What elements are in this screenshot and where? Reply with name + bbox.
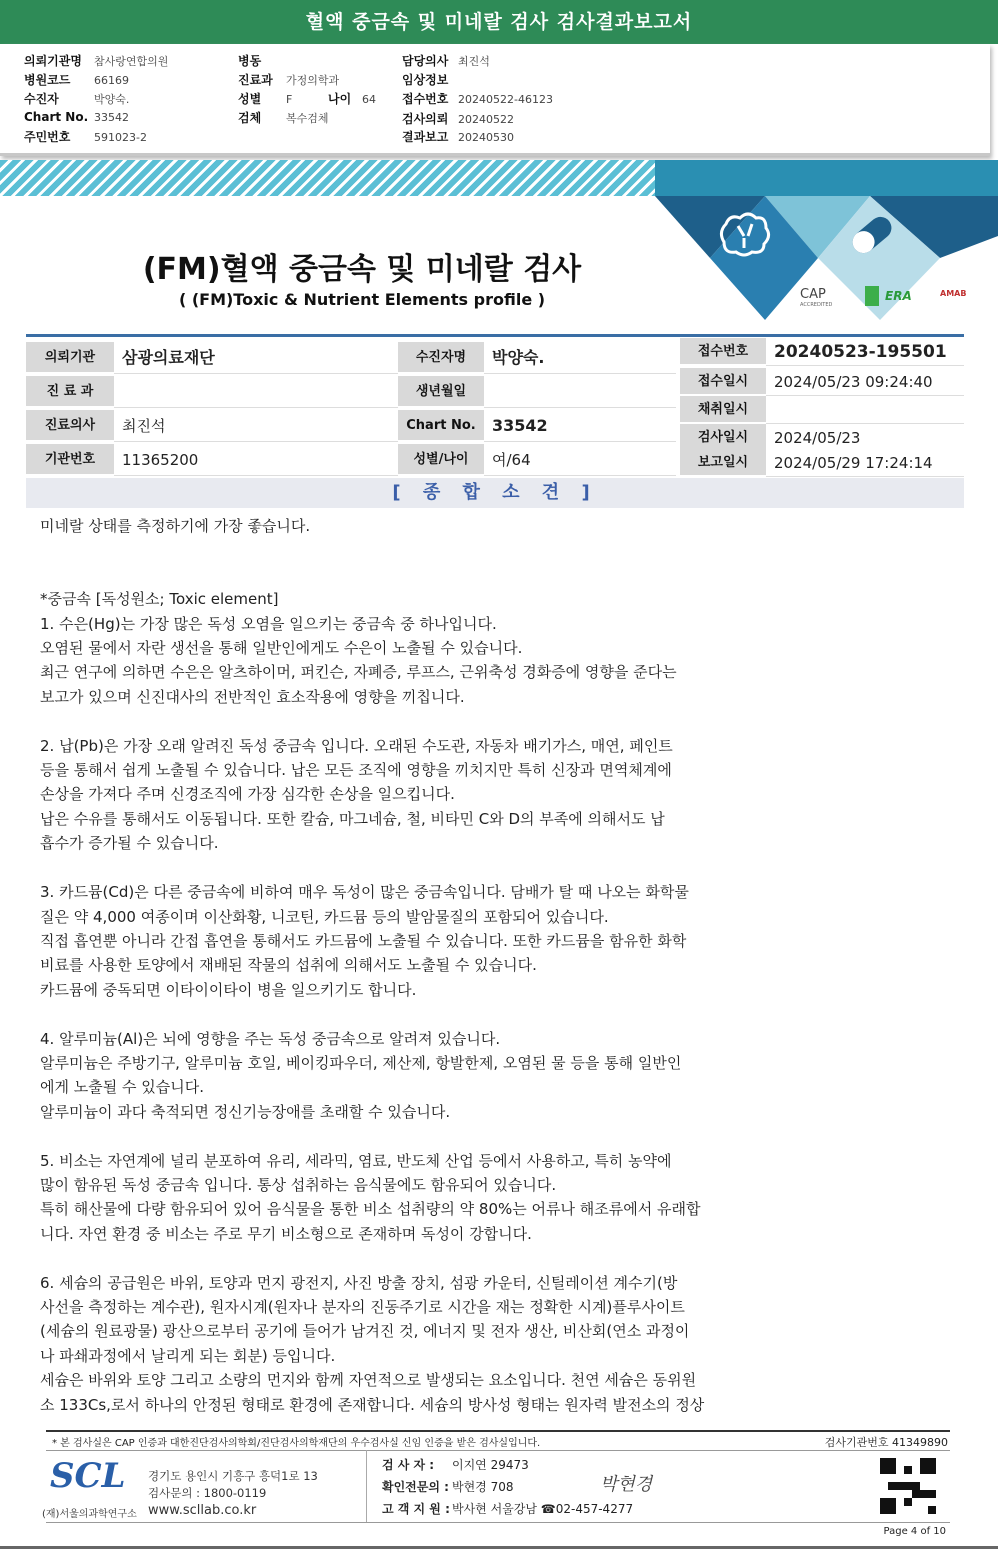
meta-label: 병원코드: [24, 73, 71, 87]
meta-requested: 20240522: [458, 113, 514, 126]
info-client: 삼광의료재단: [114, 342, 398, 374]
meta-dept: 가정의학과: [286, 74, 340, 87]
info-label: 기관번호: [26, 444, 114, 476]
footer-separator: [46, 1450, 950, 1451]
info-birth: [484, 376, 676, 408]
meta-resident: 591023-2: [94, 131, 147, 144]
meta-label: 나이: [328, 92, 352, 106]
meta-label: 검체: [238, 111, 262, 125]
meta-label: 주민번호: [24, 130, 71, 144]
meta-chart: 33542: [94, 111, 129, 124]
signer-label: 고 객 지 원 :: [382, 1502, 450, 1516]
info-inst: 11365200: [114, 444, 398, 476]
meta-age: 64: [362, 93, 376, 106]
info-doctor: 최진석: [114, 410, 398, 442]
org-website[interactable]: www.scllab.co.kr: [148, 1503, 257, 1518]
info-test: 2024/05/23: [766, 424, 964, 452]
footer-note: * 본 검사실은 CAP 인증과 대한진단검사의학회/진단검사의학재단의 우수검사실 신임 인증을 받은 검사실입니다.: [52, 1438, 541, 1449]
cap-logo: CAP: [800, 287, 826, 302]
org-address-block: [148, 1468, 318, 1502]
era-logo: ERA: [885, 289, 912, 303]
report-header-title: 혈액 중금속 및 미네랄 검사 검사결과보고서: [0, 0, 998, 44]
meta-hospital-code: 66169: [94, 74, 129, 87]
info-dept: [114, 376, 398, 408]
support: 박사현 서울강남 ☎02-457-4277: [452, 1502, 634, 1516]
info-label: 채취일시: [680, 396, 766, 424]
lab-id: 검사기관번호 41349890: [824, 1436, 948, 1449]
info-receipt-datetime: 2024/05/23 09:24:40: [766, 368, 964, 396]
info-chart: 33542: [484, 410, 676, 442]
confirm-doctor: 박현경 708: [452, 1480, 514, 1494]
meta-client: 참사랑연합의원: [94, 55, 169, 68]
info-sexage: 여/64: [484, 444, 676, 476]
footer-divider: [46, 1430, 950, 1432]
footer-vertical-divider: [366, 1450, 367, 1522]
meta-specimen: 복수검체: [286, 112, 329, 125]
page-number: Page 4 of 10: [883, 1526, 946, 1537]
info-label: 접수일시: [680, 368, 766, 396]
meta-label: 수진자: [24, 92, 59, 106]
info-receipt: 20240523-195501: [766, 338, 964, 366]
handwritten-signature: 박현경: [600, 1474, 653, 1495]
meta-label: 성별: [238, 92, 262, 106]
tester: 이지연 29473: [452, 1458, 529, 1472]
summary-heading: [ 종 합 소 견 ]: [26, 478, 964, 508]
org-phone: 검사문의 : 1800-0119: [148, 1486, 267, 1500]
amab-logo: AMAB: [940, 289, 967, 298]
report-title: (FM)혈액 중금속 및 미네랄 검사: [142, 252, 582, 287]
org-name: (재)서울의과학연구소: [42, 1509, 137, 1520]
info-label: 진 료 과: [26, 376, 114, 408]
request-meta-panel: [0, 44, 990, 156]
meta-label: 의뢰기관명: [24, 54, 82, 68]
info-label: Chart No.: [398, 410, 484, 442]
info-label: 접수번호: [680, 338, 766, 366]
page-bottom-border: [0, 1546, 998, 1549]
meta-reported: 20240530: [458, 131, 514, 144]
meta-label: 접수번호: [402, 92, 449, 106]
scl-logo: SCL: [50, 1456, 126, 1496]
cap-logo-sub: ACCREDITED: [800, 302, 833, 308]
meta-label: 진료과: [238, 73, 273, 87]
meta-label: 검사의뢰: [402, 112, 449, 126]
meta-label: 결과보고: [402, 130, 449, 144]
meta-label: 병동: [238, 54, 262, 68]
qr-code-icon: [880, 1458, 936, 1514]
meta-recipient: 박양숙.: [94, 93, 130, 106]
report-subtitle: ( (FM)Toxic & Nutrient Elements profile ): [178, 290, 546, 309]
org-address: 경기도 용인시 기흥구 흥덕1로 13: [148, 1469, 318, 1483]
info-label: 의뢰기관: [26, 342, 114, 374]
meta-sex: F: [286, 93, 293, 106]
meta-doctor: 최진석: [458, 55, 490, 68]
info-patient: 박양숙.: [484, 342, 676, 374]
info-label: 수진자명: [398, 342, 484, 374]
info-label: 성별/나이: [398, 444, 484, 476]
info-report: 2024/05/29 17:24:14: [766, 449, 964, 477]
kolas-logo: [865, 286, 879, 306]
info-label: 진료의사: [26, 410, 114, 442]
meta-label: 담당의사: [402, 54, 449, 68]
summary-text: 미네랄 상태를 측정하기에 가장 좋습니다. *중금속 [독성원소; Toxic element] 1. 수은(Hg)는 가장 많은 독성 오염을 일으키는 중금속 중 하나입니다. 오염된 물에서 자란 생선을 통해 일반인에게도 수은이 노출될 수 있습니다. 최근 연구에 의하면 수은은 알츠하이머, 퍼킨슨, 자폐증, 루프스, 근위축성 경화증에 영향을 준다는 보고가 있으며 신진대사의 전반적인 효소작용에 영향을 끼칩니다. 2. 납(Pb)은 가장 오래 알려진 독성 중금속 입니다. 오래된 수도관, 자동차 배기가스, 매연, 페인트 등을 통해서 쉽게 노출될 수 있습니다. 납은 모든 조직에 영향을 끼치지만 특히 신장과 면역체계에 손상을 가져다 주며 신경조직에 가장 심각한 손상을 일으킵니다. 납은 수유를 통해서도 이동됩니다. 또한 칼슘, 마그네슘, 철, 비타민 C와 D의 부족에 의해서도 납 흡수가 증가될 수 있습니다. 3. 카드뮴(Cd)은 다른 중금속에 비하여 매우 독성이 많은 중금속입니다. 담배가 탈 때 나오는 화학물 질은 약 4,000 여종이며 이산화황, 니코틴, 카드뮴 등의 발암물질의 포함되어 있습니다. 직접 흡연뿐 아니라 간접 흡연을 통해서도 카드뮴에 노출될 수 있습니다. 또한 카드뮴을 함유한 화학 비료를 사용한 토양에서 재배된 작물의 섭취에 의해서도 노출될 수 있습니다. 카드뮴에 중독되면 이타이이타이 병을 일으키기도 합니다. 4. 알루미늄(Al)은 뇌에 영향을 주는 독성 중금속으로 알려져 있습니다. 알루미늄은 주방기구, 알루미늄 호일, 베이킹파우더, 제산제, 항발한제, 오염된 물 등을 통해 일반인 에게 노출될 수 있습니다. 알루미늄이 과다 축적되면 정신기능장애를 초래할 수 있습니다. 5. 비소는 자연계에 널리 분포하여 유리, 세라믹, 염료, 반도체 산업 등에서 사용하고, 특히 농약에 많이 함유된 독성 중금속 입니다. 통상 섭취하는 음식물에도 함유되어 있습니다. 특히 해산물에 다량 함유되어 있어 음식물을 통한 비소 섭취량의 약 80%는 어류나 해조류에서 유래합 니다. 자연 환경 중 비소는 주로 무기 비소형으로 존재하며 독성이 강합니다. 6. 세슘의 공급원은 바위, 토양과 먼지 광전지, 사진 방출 장치, 섬광 카운터, 신틸레이션 계수기(방 사선을 측정하는 계수관), 원자시계(원자나 분자의 진동주기로 시간을 재는 정확한 시계)플루사이트 (세슘의 원료광물) 광산으로부터 공기에 들어가 남겨진 것, 에너지 및 전자 생산, 비산회(연소 과정이 나 파쇄과정에서 날리게 되는 회분) 등입니다. 세슘은 바위와 토양 그리고 소량의 먼지와 함께 자연적으로 발생되는 요소입니다. 천연 세슘은 동위원 소 133Cs,로서 하나의 안정된 형태로 환경에 존재합니다. 세슘의 방사성 형태는 원자력 발전소의 정상: [40, 517, 705, 1414]
decorative-stripe-right: [655, 160, 998, 196]
info-label: 검사일시: [680, 424, 766, 452]
meta-label: 임상정보: [402, 73, 449, 87]
patient-info-table: [26, 334, 964, 472]
meta-label: Chart No.: [24, 110, 89, 124]
signer-label: 검 사 자 :: [382, 1458, 435, 1472]
info-collect: [766, 396, 964, 424]
info-label: 생년월일: [398, 376, 484, 408]
signer-label: 확인전문의 :: [382, 1480, 449, 1494]
footer-bottom-line: [46, 1522, 950, 1523]
info-label: 보고일시: [680, 449, 766, 477]
signer-block: [382, 1454, 633, 1520]
meta-receipt: 20240522-46123: [458, 93, 553, 106]
